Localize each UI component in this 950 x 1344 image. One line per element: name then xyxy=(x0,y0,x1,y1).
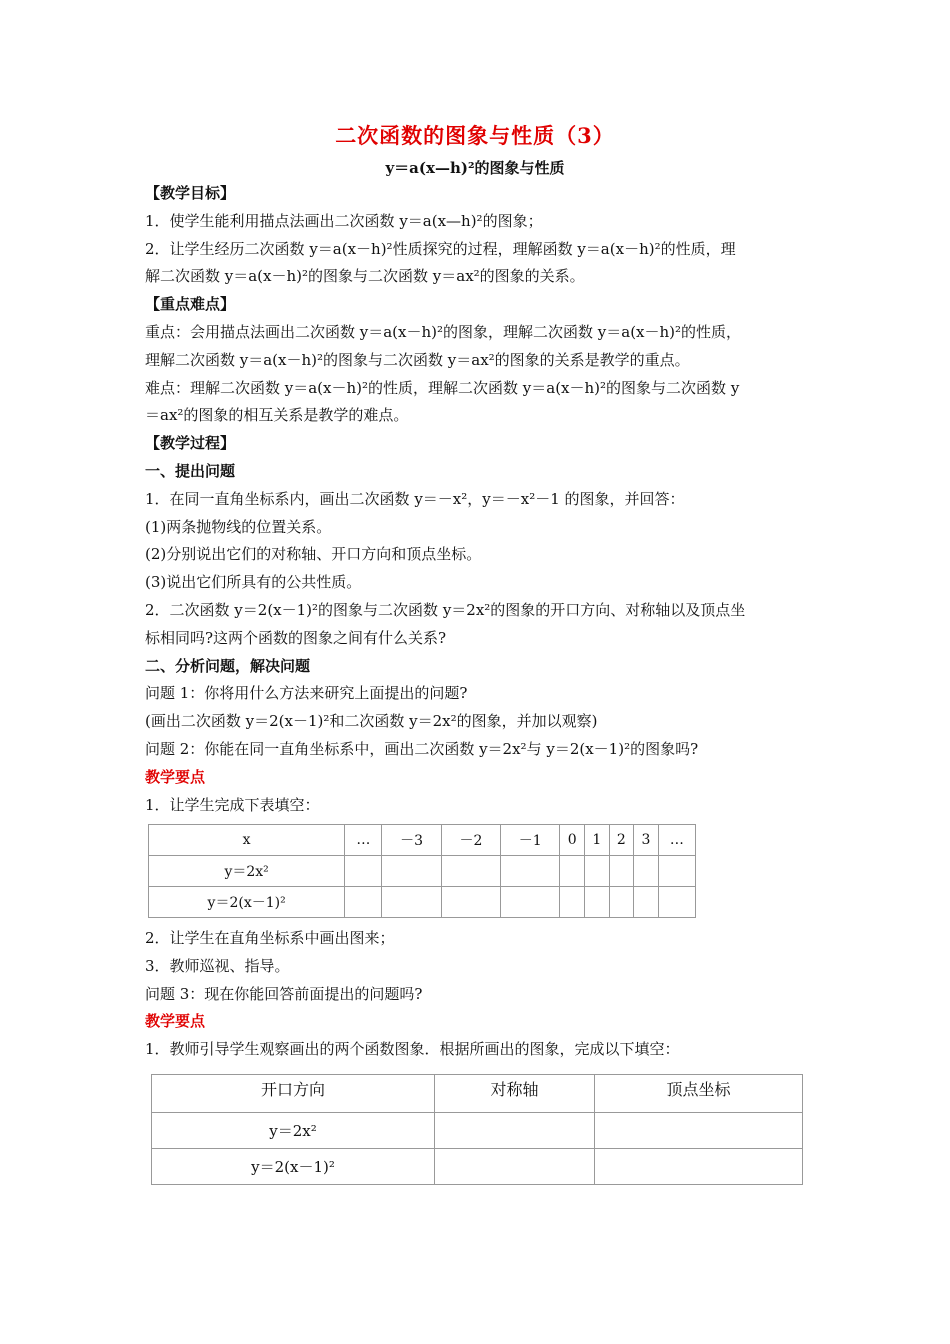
paragraph-line: (画出二次函数 y＝2(x－1)²和二次函数 y＝2x²的图象，并加以观察) xyxy=(145,712,598,731)
paragraph-line: 理解二次函数 y＝a(x－h)²的图象与二次函数 y＝ax²的图象的关系是教学的重点。 xyxy=(145,350,690,369)
table-header-row xyxy=(149,825,696,856)
table-cell: 1 xyxy=(584,825,609,856)
blank-cell[interactable] xyxy=(441,856,500,887)
teaching-points-heading: 教学要点 xyxy=(145,767,206,786)
question-line: 问题 2：你能在同一直角坐标系中，画出二次函数 y＝2x²与 y＝2(x－1)²的图象吗? xyxy=(145,739,699,758)
blank-cell[interactable] xyxy=(595,1149,803,1185)
row-label: y＝2x² xyxy=(149,856,345,887)
blank-cell[interactable] xyxy=(634,887,659,918)
blank-cell[interactable] xyxy=(345,887,382,918)
table-cell: x xyxy=(149,825,345,856)
paragraph-line: 解二次函数 y＝a(x－h)²的图象与二次函数 y＝ax²的图象的关系。 xyxy=(145,267,585,286)
paragraph-line: 2．让学生在直角坐标系中画出图来； xyxy=(145,929,395,947)
document-body xyxy=(145,180,810,819)
table-cell: … xyxy=(658,825,695,856)
table-cell: 0 xyxy=(560,825,585,856)
blank-cell[interactable] xyxy=(584,887,609,918)
table-row xyxy=(152,1149,803,1185)
table-cell: 顶点坐标 xyxy=(595,1075,803,1113)
paragraph-line: (1)两条抛物线的位置关系。 xyxy=(145,517,332,536)
blank-cell[interactable] xyxy=(435,1149,595,1185)
table-cell: －3 xyxy=(382,825,441,856)
paragraph-line: 2．二次函数 y＝2(x－1)²的图象与二次函数 y＝2x²的图象的开口方向、对称轴以及顶点坐 xyxy=(145,600,746,619)
blank-cell[interactable] xyxy=(382,856,441,887)
blank-cell[interactable] xyxy=(382,887,441,918)
table-cell: 3 xyxy=(634,825,659,856)
blank-cell[interactable] xyxy=(345,856,382,887)
table-header-row xyxy=(152,1075,803,1113)
row-label: y＝2x² xyxy=(152,1113,435,1149)
value-table xyxy=(148,824,696,918)
blank-cell[interactable] xyxy=(609,856,634,887)
blank-cell[interactable] xyxy=(501,887,560,918)
blank-cell[interactable] xyxy=(560,856,585,887)
blank-cell[interactable] xyxy=(658,856,695,887)
paragraph-line: 1．让学生完成下表填空： xyxy=(145,795,320,814)
document-body-continued xyxy=(145,925,810,1064)
blank-cell[interactable] xyxy=(441,887,500,918)
blank-cell[interactable] xyxy=(634,856,659,887)
paragraph-line: 标相同吗?这两个函数的图象之间有什么关系? xyxy=(145,628,447,647)
blank-cell[interactable] xyxy=(609,887,634,918)
table-row xyxy=(152,1113,803,1149)
blank-cell[interactable] xyxy=(501,856,560,887)
section-heading-process: 【教学过程】 xyxy=(145,434,236,453)
blank-cell[interactable] xyxy=(658,887,695,918)
table-cell: －2 xyxy=(441,825,500,856)
blank-cell[interactable] xyxy=(560,887,585,918)
paragraph-line: (3)说出它们所具有的公共性质。 xyxy=(145,573,362,592)
paragraph-line: 1．使学生能利用描点法画出二次函数 y＝a(x—h)²的图象； xyxy=(145,211,543,230)
paragraph-line-keypoint: 重点：会用描点法画出二次函数 y＝a(x－h)²的图象，理解二次函数 y＝a(x－h)²的性质， xyxy=(145,322,742,341)
table-row xyxy=(149,856,696,887)
table-cell: 开口方向 xyxy=(152,1075,435,1113)
section-heading-goals: 【教学目标】 xyxy=(145,184,236,202)
paragraph-line: 3．教师巡视、指导。 xyxy=(145,956,290,975)
document-title: 二次函数的图象与性质（3） xyxy=(335,123,615,148)
document-subtitle: y＝a(x—h)²的图象与性质 xyxy=(385,159,565,177)
table-cell: －1 xyxy=(501,825,560,856)
table-cell: … xyxy=(345,825,382,856)
paragraph-line: 1．在同一直角坐标系内，画出二次函数 y＝－x²，y＝－x²－1 的图象，并回答： xyxy=(145,489,685,508)
table-row xyxy=(149,887,696,918)
blank-cell[interactable] xyxy=(595,1113,803,1149)
row-label: y＝2(x－1)² xyxy=(152,1149,435,1185)
question-line: 问题 3：现在你能回答前面提出的问题吗? xyxy=(145,984,423,1003)
blank-cell[interactable] xyxy=(435,1113,595,1149)
subsection-heading: 二、分析问题，解决问题 xyxy=(145,656,311,675)
paragraph-line: 1．教师引导学生观察画出的两个函数图象．根据所画出的图象，完成以下填空： xyxy=(145,1040,680,1059)
paragraph-line: (2)分别说出它们的对称轴、开口方向和顶点坐标。 xyxy=(145,545,482,564)
section-heading-keypoints: 【重点难点】 xyxy=(145,295,236,314)
property-table xyxy=(151,1074,803,1185)
question-line: 问题 1：你将用什么方法来研究上面提出的问题? xyxy=(145,684,468,703)
blank-cell[interactable] xyxy=(584,856,609,887)
paragraph-line: 2．让学生经历二次函数 y＝a(x－h)²性质探究的过程，理解函数 y＝a(x－h)²的性质，理 xyxy=(145,239,736,258)
paragraph-line: ＝ax²的图象的相互关系是教学的难点。 xyxy=(145,406,409,425)
teaching-points-heading: 教学要点 xyxy=(145,1012,206,1031)
row-label: y＝2(x－1)² xyxy=(149,887,345,918)
paragraph-line-difficulty: 难点：理解二次函数 y＝a(x－h)²的性质，理解二次函数 y＝a(x－h)²的图象与二次函数 y xyxy=(145,378,740,397)
table-cell: 2 xyxy=(609,825,634,856)
table-cell: 对称轴 xyxy=(435,1075,595,1113)
subsection-heading: 一、提出问题 xyxy=(145,461,236,480)
